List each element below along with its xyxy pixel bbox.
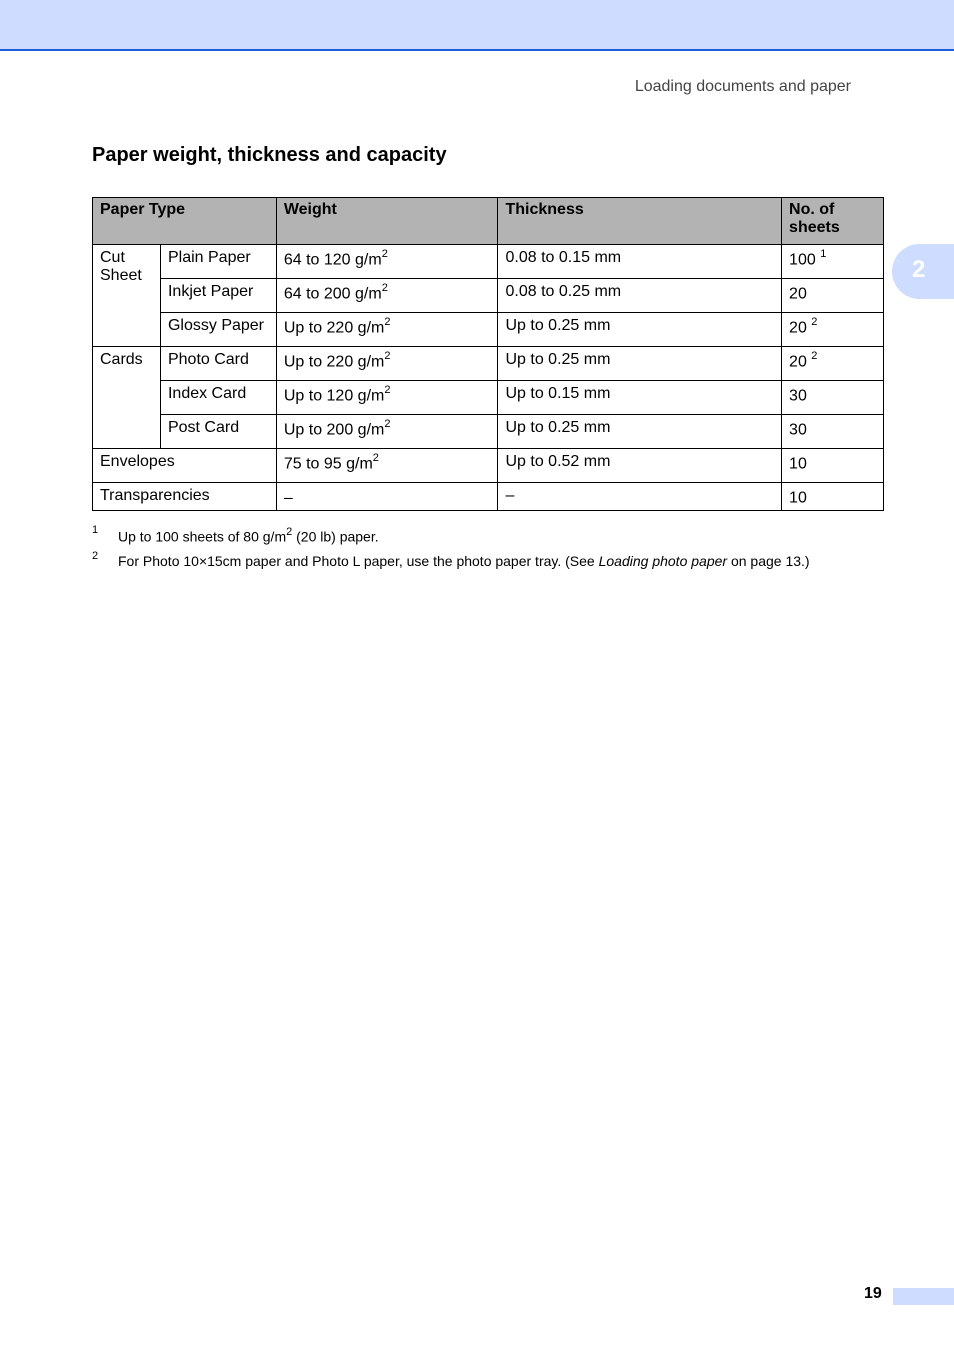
group-cards: Cards: [93, 347, 161, 449]
cell-weight: Up to 220 $g/m^2$: [276, 347, 498, 381]
cell-weight: 64 to 200 $g/m^2$: [276, 279, 498, 313]
table-row: [93, 449, 884, 483]
table-row: [93, 347, 884, 381]
cross-reference-link[interactable]: Loading photo paper: [598, 553, 728, 569]
footnote-number: 2: [92, 550, 99, 562]
cell-type: Envelopes: [93, 449, 277, 483]
cell-weight: 75 to 95 $g/m^2$: [276, 449, 498, 483]
cell-sheets: 20: [782, 279, 884, 313]
header-band: [0, 0, 954, 51]
header-sheets: No. of sheets: [782, 198, 884, 245]
table-header-row: [93, 198, 884, 245]
header-paper-type: Paper Type: [93, 198, 277, 245]
cell-type: Plain Paper: [160, 245, 276, 279]
cell-type: Inkjet Paper: [160, 279, 276, 313]
cell-thickness: Up to 0.25 mm: [498, 313, 782, 347]
footnote-number: 1: [92, 524, 99, 536]
cell-sheets: 100 $^1$: [782, 245, 884, 279]
cell-thickness: Up to 0.15 mm: [498, 381, 782, 415]
cell-thickness: 0.08 to 0.15 mm: [498, 245, 782, 279]
section-title: Paper weight, thickness and capacity: [92, 144, 447, 166]
cell-type: Photo Card: [160, 347, 276, 381]
chapter-tab[interactable]: [892, 244, 954, 299]
chapter-number: 2: [912, 256, 926, 283]
cell-thickness: 0.08 to 0.25 mm: [498, 279, 782, 313]
cell-thickness: Up to 0.25 mm: [498, 415, 782, 449]
table-row: [93, 279, 884, 313]
cell-sheets: 30: [782, 381, 884, 415]
cell-weight: Up to 220 $g/m^2$: [276, 313, 498, 347]
cell-sheets: 20 $^2$: [782, 347, 884, 381]
cell-thickness: Up to 0.25 mm: [498, 347, 782, 381]
table-row: [93, 245, 884, 279]
cell-type: Index Card: [160, 381, 276, 415]
cell-sheets: 20 $^2$: [782, 313, 884, 347]
cell-sheets: 30: [782, 415, 884, 449]
running-header: Loading documents and paper: [634, 78, 851, 95]
cell-sheets: 10: [782, 483, 884, 511]
footnote-text: For Photo 10×15cm paper and Photo L paper, use the photo paper tray. (See Loading photo paper on page 13.): [118, 553, 810, 569]
cell-weight: Up to 120 $g/m^2$: [276, 381, 498, 415]
cell-type: Glossy Paper: [160, 313, 276, 347]
cell-sheets: 10: [782, 449, 884, 483]
cell-thickness: –: [498, 483, 782, 511]
footer-band: [893, 1288, 954, 1305]
cell-type: Post Card: [160, 415, 276, 449]
cell-thickness: Up to 0.52 mm: [498, 449, 782, 483]
header-weight: Weight: [276, 198, 498, 245]
header-thickness: Thickness: [498, 198, 782, 245]
page-number: 19: [864, 1285, 882, 1302]
table-row: [93, 415, 884, 449]
group-cut-sheet: Cut Sheet: [93, 245, 161, 347]
table-row: [93, 483, 884, 511]
table-row: [93, 381, 884, 415]
cell-weight: –: [276, 483, 498, 511]
cell-weight: 64 to 120 $g/m^2$: [276, 245, 498, 279]
paper-spec-table: [92, 197, 884, 511]
table-row: [93, 313, 884, 347]
footnote-text: Up to 100 sheets of 80 $g/m^2$ (20 lb) paper.: [118, 526, 379, 545]
cell-weight: Up to 200 $g/m^2$: [276, 415, 498, 449]
cell-type: Transparencies: [93, 483, 277, 511]
